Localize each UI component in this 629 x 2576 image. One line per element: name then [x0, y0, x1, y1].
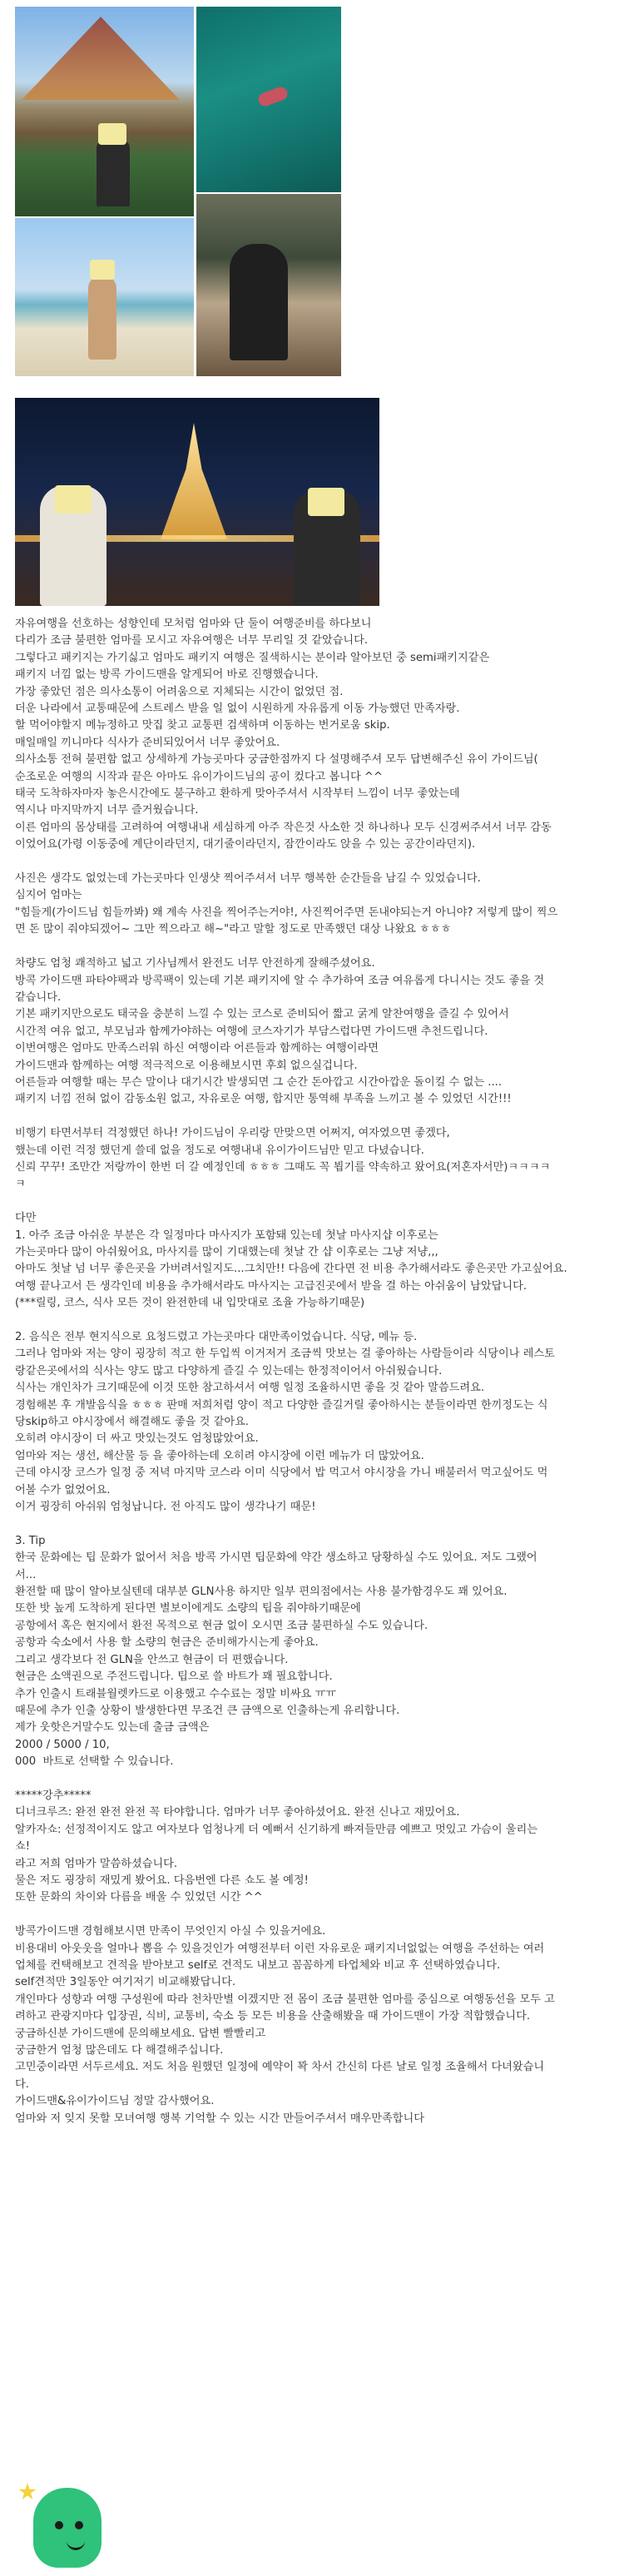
photo-night-temple	[15, 398, 379, 606]
photo-sea	[196, 7, 341, 192]
paragraph-vehicle: 차량도 엄청 쾌적하고 넓고 기사님께서 완전도 너무 안전하게 잘해주셨어요. 방콕 가이드맨 파타야팩과 방콕팩이 있는데 기본 패키지에 알 수 추가하여 조금 여유롭게 다니시는 것도 좋을 것 같습니다. 기본 패키지만으로도 태국을 충분히 느낄 수 있는 코스로 준비되어 짧고 굵게 알찬여행을 즐길 수 있어서 시간적 여유 없고, 부모님과 함께가야하는 여행에 코스자기가 부담스럽다면 가이드맨 추천드립니다. 이번여행은 엄마도 만족스러워 하신 여행이라 어른들과 함께하는 여행이라면 가이드맨과 함께하는 여행 적극적으로 이용해보시면 후회 없으실겁니다. 어른들과 여행할 때는 무슨 말이나 대기시간 발생되면 그 순간 돈아깝고 시간아깝운 돌이킬 수 없는 .... 패키지 너낌 전혀 없이 감동소원 없고, 자유로운 여행, 합지만 통역해 부족을 느끼고 볼 수 있었던 시간!!!	[15, 957, 545, 1106]
sticker-body	[33, 2488, 102, 2568]
star-icon	[18, 2483, 37, 2501]
sticker-eye	[55, 2521, 63, 2529]
temple-roof	[22, 17, 180, 100]
temple-spire	[161, 423, 227, 539]
person-figure	[88, 276, 116, 360]
character-sticker	[18, 2476, 102, 2568]
person-figure	[97, 140, 130, 206]
photo-beach	[15, 218, 194, 376]
paragraph-intro: 자유여행을 선호하는 성향인데 모처럼 엄마와 단 둘이 여행준비를 하다보니 다리가 조금 불편한 엄마를 모시고 자유여행은 너무 무리일 것 같았습니다. 그렇다고 패키지는 가기싫고 엄마도 패키지 여행은 질색하시는 분이라 알아보던 중 semi패키지같은 패키지 너낌 없는 방콕 가이드맨을 알게되어 바로 진행했습니다. 가장 좋았던 점은 의사소통이 어려움으로 지체되는 시간이 없었던 점. 더운 나라에서 교통때문에 스트레스 받을 일 없이 시원하게 자유롭게 이동 가능했던 만족자랑. 할 먹어야할지 메뉴정하고 맛집 찾고 교통편 검색하며 이동하는 번거로움 skip. 매일매일 끼니마다 식사가 준비되있어서 너무 좋았어요. 의사소통 전혀 불편함 없고 상세하게 가능곳마다 궁금한점까지 다 설명해주셔 모두 답변해주신 유이 가이드님( 순조로운 여행의 시작과 끝은 아마도 유이가이드님의 공이 컸다고 봅니다 ^^ 태국 도착하자마자 놓은시간에도 불구하고 환하게 맞아주셔서 시작부터 느낌이 너무 좋았는데 역시나 마지막까지 너무 즐거웠습니다. 이른 엄마의 몸상태를 고려하여 여행내내 세심하게 아주 작은것 사소한 것 하나하나 모두 신경써주셔서 너무 감동 이었어요(가령 이동중에 계단이라던지, 대기줄이라던지, 잠깐이라도 앉을 수 있는 공간이라던지).	[15, 618, 552, 851]
paragraph-trust: 비행기 타면서부터 걱정했던 하나! 가이드님이 우리랑 만맞으면 어쩌지, 여자였으면 좋겠다, 했는데 이런 걱정 했던게 쓸데 없을 정도로 여행내내 유이가이드님만 믿고 다녔습니다. 신뢰 꾸꾸! 조만간 저랑까이 한번 더 갈 예정인데 ㅎㅎㅎ 그때도 꼭 뵙기를 약속하고 왔어요(저혼자서만)ㅋㅋㅋㅋ ㅋ	[15, 1127, 551, 1191]
photo-drink	[196, 194, 341, 376]
paragraph-massage: 다만 1. 아주 조금 아쉬운 부분은 각 일정마다 마사지가 포함돼 있는데 첫날 마사지샵 이후로는 가는곳마다 많이 아쉬웠어요, 마사지를 많이 기대했는데 첫날 간 샵 이후로는 그냥 저냥,,, 아마도 첫날 넘 너무 좋은곳을 가버려서일지도...그치만!! 다음에 간다면 전 비용 추가해서라도 좋은곳만 가고싶어요. 여행 끝나고서 든 생각인데 비용을 추가해서라도 마사지는 고급진곳에서 받을 걸 하는 아쉬움이 남았답니다. (***릴링, 코스, 식사 모든 것이 완전한데 내 입맛대로 조율 가능하기때문)	[15, 1212, 567, 1310]
face-blur	[55, 485, 92, 514]
photo-temple	[15, 7, 194, 216]
sticker-eye	[75, 2521, 83, 2529]
paragraph-closing: 방콕가이드맨 경험해보시면 만족이 무엇인지 아실 수 있을거에요. 비용대비 아웃웃을 얼마나 뽑을 수 있을것인가 여행전부터 이런 자유로운 패키지너없없는 여행을 주선하는 여러 업체를 컨택해보고 견적을 받아보고 self로 견적도 내보고 꼼꼼하게 타업체와 비교 후 선택하였습니다. self견적만 3일동안 여기저기 비교해봤답니다. 개인마다 성향과 여행 구성원에 따라 천차만별 이겠지만 전 몸이 조금 불편한 엄마를 중심으로 여행동선을 모두 고 려하고 관광지마다 입장권, 식비, 교통비, 숙소 등 모든 비용을 산출해봤을 때 가이드맨이 가장 적합했습니다. 궁금하신분 가이드맨에 문의해보세요. 답변 빨빨리고 궁금한거 엄청 많은데도 다 해결해주십니다. 고민중이라면 서두르세요. 저도 처음 원했던 일정에 예약이 꽉 차서 간신히 다른 날로 일정 조율해서 다녀왔습니 다. 가이드맨&유이가이드님 정말 감사했어요. 엄마와 저 잊지 못할 모녀여행 행복 기억할 수 있는 시간 만들어주셔서 매우만족합니다	[15, 1925, 555, 2125]
face-blur	[308, 488, 344, 516]
paragraph-food: 2. 음식은 전부 현지식으로 요청드렸고 가는곳마다 대만족이었습니다. 식당, 메뉴 등. 그러나 엄마와 저는 양이 굉장히 적고 한 두입씩 이거저거 조금씩 맛보는 걸 좋아하는 사람들이라 식당이나 레스토 랑같은곳에서의 식사는 양도 많고 다양하게 즐길 수 있는데는 한정적이어서 아쉬웠습니다. 식사는 개인차가 크기때문에 이것 또한 참고하셔서 여행 일정 조율하시면 좋을 것 같아 말씀드려요. 경험해본 후 개발음식을 ㅎㅎㅎ 판매 저희처럼 양이 적고 다양한 즐길거릴 좋아하시는 분들이라면 한끼정도는 식 당skip하고 야시장에서 해결해도 좋을 것 같아요. 오히려 야시장이 더 싸고 맛있는것도 엄청많았어요. 엄마와 저는 생선, 해산물 등 을 좋아하는데 오히려 야시장에 이런 메뉴가 더 많았어요. 근데 야시장 코스가 일정 중 저녁 마지막 코스라 이미 식당에서 밥 먹고서 야시장을 가니 배불러서 먹고싶어도 먹 어볼 수가 없었어요. 이거 굉장히 아쉬워 엄청납니다. 전 아직도 많이 생각나기 때문!	[15, 1330, 555, 1514]
paragraph-tip: 3. Tip 한국 문화에는 팁 문화가 없어서 처음 방콕 가시면 팁문화에 약간 생소하고 당황하실 수도 있어요. 저도 그랬어 서... 환전할 때 많이 알아보실텐데 대부분 GLN사용 하지만 일부 편의점에서는 사용 불가함경우도 꽤 있어요. 또한 밧 높게 도착하게 된다면 별보이에게도 소량의 팁을 줘야하기때문에 공항에서 혹은 현지에서 환전 목적으로 현금 없이 오시면 조금 불편하실 수도 있습니다. 공항과 숙소에서 사용 할 소량의 현금은 준비해가시는게 좋아요. 그리고 생각보다 전 GLN을 안쓰고 현금이 더 편했습니다. 현금은 소액권으로 주전드립니다. 팁으로 쓸 바트가 꽤 필요합니다. 추가 인출시 트래블월렛카드로 이용했고 수수료는 정말 비싸요 ㅠㅠ 때문에 추가 인출 상황이 발생한다면 무조건 큰 금액으로 인출하는게 유리합니다. 제가 웃핫은거말수도 있는데 출금 금액은 2000 / 5000 / 10, 000 바트로 선택할 수 있습니다.	[15, 1534, 537, 1769]
person-figure	[230, 244, 288, 360]
paragraph-recommend: *****강추***** 디너크루즈: 완전 완전 완전 꼭 타야합니다. 엄마가 너무 좋아하셨어요. 완전 신나고 재밌어요. 알카자쇼: 선정적이지도 않고 여자보다 엄청나게 더 예뻐서 신기하게 빠져들만큼 예쁘고 멋있고 가슴이 울리는 쇼! 라고 저희 엄마가 말씀하셨습니다. 물은 저도 굉장히 재밌게 봤어요. 다음번엔 다른 쇼도 볼 예정! 또한 문화의 차이와 다름을 배울 수 있었던 시간 ^^	[15, 1789, 538, 1904]
face-blur	[98, 123, 126, 145]
paragraph-photos: 사진은 생각도 없었는데 가는곳마다 인생샷 찍어주셔서 너무 행복한 순간들을 남길 수 있었습니다. 심지어 엄마는 "힘들게(가이드님 힘들까봐) 왜 계속 사진을 찍어주는거야!, 사진찍어주면 돈내야되는거 아니야? 저렇게 많이 찍으 면 돈 많이 줘야되겠어~ 그만 찍으라고 해~"라고 말할 정도로 만족했던 대상 나왔요 ㅎㅎㅎ	[15, 872, 558, 936]
sticker-mouth	[67, 2539, 85, 2550]
face-blur	[90, 260, 115, 280]
review-body	[15, 616, 614, 2127]
swimmer	[256, 85, 289, 107]
